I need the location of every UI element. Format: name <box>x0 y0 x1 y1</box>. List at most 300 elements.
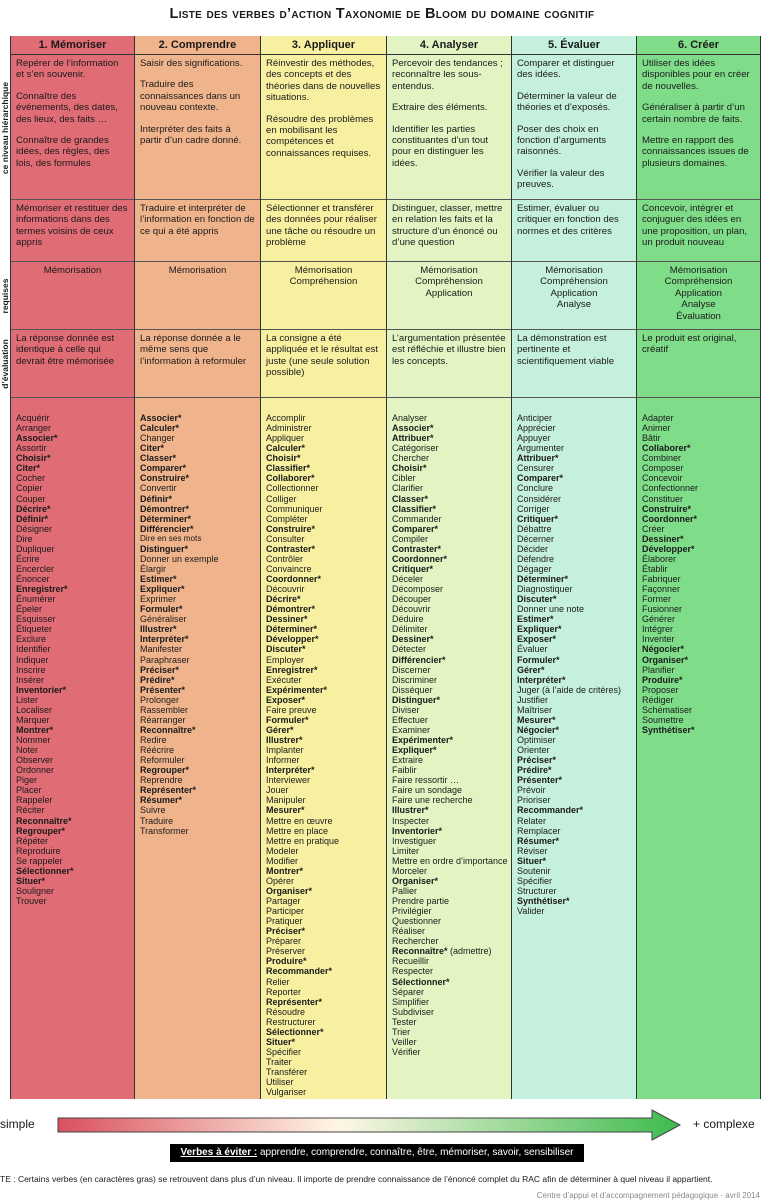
verb-item: Démontrer* <box>140 503 190 514</box>
description-paragraph: Percevoir des tendances ; reconnaître les sous-entendus. <box>392 58 503 92</box>
verb-item: Distinguer* <box>392 694 441 705</box>
verb-item: Formuler* <box>266 714 309 725</box>
verb-item: Souligner <box>16 885 55 896</box>
verb-item: Prédire* <box>517 765 552 776</box>
verb-item: Argumenter <box>517 443 565 454</box>
column-header: 2. Comprendre <box>135 36 260 55</box>
verb-item: Donner un exemple <box>140 553 219 564</box>
criteria-text: L’argumentation présentée est réfléchie et illustre bien les concepts. <box>392 333 506 367</box>
prerequisite-item: Compréhension <box>664 276 733 288</box>
verb-item: Former <box>642 594 671 605</box>
verb-item: Se rappeler <box>16 855 63 866</box>
verb-item: Disséquer <box>392 684 433 695</box>
verb-item: Identifier <box>16 644 51 655</box>
verb-item: Vérifier <box>392 1046 421 1057</box>
bloom-column <box>386 36 511 1099</box>
verb-item: Situer* <box>266 1036 296 1047</box>
verb-item: Implanter <box>266 745 304 756</box>
description-paragraph: Réinvestir des méthodes, des concepts et des théories dans de nouvelles situations. <box>266 58 381 104</box>
verb-item: Discerner <box>392 664 431 675</box>
verb-item: Partager <box>266 896 301 906</box>
verb-list <box>135 413 260 836</box>
verb-item: Découvrir <box>266 584 305 595</box>
description-paragraph: Repérer de l’information et s’en souvenir. <box>16 58 119 81</box>
verb-item: Trouver <box>16 896 47 906</box>
criteria-text: La consigne a été appliquée et le résultat est juste (une seule solution possible) <box>266 333 379 379</box>
description-paragraph: Traduire des connaissances dans un nouveau contexte. <box>140 79 241 114</box>
verb-item: Expérimenter* <box>266 684 328 695</box>
verb-item: Illustrer* <box>140 624 177 635</box>
verb-item: Analyser <box>392 413 428 423</box>
verb-item: Clarifier <box>392 483 424 494</box>
verb-item: Épeler <box>16 604 43 615</box>
verb-item: Jouer <box>266 785 289 796</box>
verb-item: Coordonner* <box>266 574 321 584</box>
verb-item: Dessiner* <box>642 533 684 544</box>
verb-item: Organiser* <box>266 885 313 896</box>
verb-item: Manifester <box>140 644 183 655</box>
verb-item: Comparer* <box>392 523 439 534</box>
scale-label-complex: + complexe <box>693 1117 755 1131</box>
verb-item: Synthétiser* <box>517 896 570 906</box>
description-paragraph: Extraire des éléments. <box>392 102 488 114</box>
arrow-shape <box>58 1110 680 1140</box>
verb-item: Noter <box>16 745 39 756</box>
description-paragraph: Saisir des significations. <box>140 58 243 69</box>
verb-item: Effectuer <box>392 714 428 725</box>
verb-item: Collaborer* <box>642 443 691 454</box>
row-label-criteria <box>0 330 10 398</box>
verb-item: Façonner <box>642 584 681 595</box>
verb-item: Diagnostiquer <box>517 584 573 595</box>
description-paragraph: Utiliser des idées disponibles pour en créer de nouvelles. <box>642 58 750 92</box>
verb-item: Lister <box>16 694 39 705</box>
verb-item: Trier <box>392 1026 411 1037</box>
verb-item: Extraire <box>392 755 424 766</box>
verb-item: Dessiner* <box>392 634 434 645</box>
verb-item: Privilégier <box>392 906 432 917</box>
verb-item: Dégager <box>517 563 552 574</box>
verb-item: Pallier <box>392 885 418 896</box>
verb-item: Redire <box>140 735 167 745</box>
verb-item: Déterminer* <box>517 574 569 584</box>
verb-item: Résoudre <box>266 1006 306 1017</box>
column-header: 1. Mémoriser <box>11 36 134 55</box>
verb-item: Spécifier <box>517 875 553 886</box>
verb-item: Dupliquer <box>16 543 55 554</box>
verb-item: Mettre en œuvre <box>266 815 333 826</box>
verb-item: Composer <box>642 463 684 474</box>
verb-item: Contraster* <box>392 543 442 554</box>
prerequisites-cell <box>512 262 636 330</box>
verb-item: Reconnaître* <box>140 724 196 735</box>
definition-text: Estimer, évaluer ou critiquer en fonction des normes et des critères <box>517 203 619 237</box>
verb-item: Encercler <box>16 563 55 574</box>
verb-item: Relier <box>266 976 290 987</box>
description-paragraph: Connaître de grandes idées, des règles, des lois, des formules <box>16 135 110 169</box>
description-paragraph: Vérifier la valeur des preuves. <box>517 167 605 191</box>
verb-item: Traduire <box>140 815 174 826</box>
description-paragraph: Poser des choix en fonction d’arguments raisonnés. <box>517 123 607 158</box>
verb-item: Mettre en ordre d’importance <box>392 855 508 866</box>
prerequisites-cell <box>11 262 134 330</box>
verb-item: Appuyer <box>517 433 551 444</box>
definition-cell <box>135 200 260 262</box>
criteria-text: La démonstration est pertinente et scientifiquement viable <box>517 333 615 367</box>
verb-item: Interpréter* <box>266 765 315 776</box>
verb-item: Sélectionner* <box>16 865 74 876</box>
verb-item: Copier <box>16 483 43 494</box>
verb-item: Élargir <box>140 563 167 574</box>
prerequisite-item: Mémorisation <box>545 265 603 276</box>
description-paragraph: Mettre en rapport des connaissances issues de plusieurs domaines. <box>642 135 749 169</box>
verb-item: Déterminer* <box>140 513 192 524</box>
prerequisite-item: Application <box>550 287 598 299</box>
verb-item: Acquérir <box>16 413 50 423</box>
criteria-text: La réponse donnée a le même sens que l’information à reformuler <box>140 333 247 367</box>
verb-item: Piger <box>16 775 38 786</box>
verb-item: Réécrire <box>140 745 175 756</box>
row-label-text: requises <box>0 278 10 314</box>
verb-item: Faire preuve <box>266 704 317 715</box>
verb-item: Adapter <box>642 413 674 423</box>
verb-item: Insérer <box>16 674 45 685</box>
verb-item: Optimiser <box>517 735 556 745</box>
verb-item: Citer* <box>16 463 41 474</box>
verbs-to-avoid-label: Verbes à éviter : <box>180 1147 258 1158</box>
prerequisite-item: Mémorisation <box>669 265 728 276</box>
verb-item: Illustrer* <box>266 735 303 745</box>
verb-item: Déceler <box>392 574 424 584</box>
verb-item: Détecter <box>392 644 427 655</box>
description-cell <box>11 55 134 200</box>
verb-list <box>261 413 386 1097</box>
verb-item: Interpréter* <box>517 674 566 685</box>
definition-cell <box>11 200 134 262</box>
prerequisite-item: Mémorisation <box>294 265 353 276</box>
verb-item: Justifier <box>517 694 549 705</box>
description-cell <box>512 55 636 200</box>
verb-item: Décider <box>517 543 549 554</box>
verb-item: Présenter* <box>140 684 186 695</box>
verb-item: Limiter <box>392 845 420 856</box>
row-label-description <box>0 55 10 200</box>
description-paragraph: Identifier les parties constituantes d’un tout pour en distinguer les idées. <box>392 123 489 169</box>
verb-item: Vulgariser <box>266 1087 307 1098</box>
verb-item: Expliquer* <box>140 584 185 595</box>
verb-item: Construire* <box>140 473 190 484</box>
verb-item: Maîtriser <box>517 704 553 715</box>
verb-item: Convertir <box>140 483 177 494</box>
verb-item: Inspecter <box>392 815 430 826</box>
verb-item: Esquisser <box>16 614 56 625</box>
verb-item: Déterminer* <box>266 624 318 635</box>
verb-item: Appliquer <box>266 433 305 444</box>
verb-item: Catégoriser <box>392 443 439 454</box>
verb-item: Décrire* <box>266 594 301 605</box>
verb-item: Mettre en pratique <box>266 835 340 846</box>
verb-item: Interviewer <box>266 775 311 786</box>
verb-item: Faire une recherche <box>392 795 473 806</box>
verb-item: Questionner <box>392 916 442 927</box>
verb-item: Résumer* <box>140 795 183 806</box>
description-cell <box>261 55 386 200</box>
verb-item: Utiliser <box>266 1077 294 1088</box>
verb-item: Formuler* <box>517 654 560 665</box>
verb-item: Examiner <box>392 724 431 735</box>
verb-item: Exclure <box>16 634 47 645</box>
verb-item: Orienter <box>517 745 550 756</box>
verb-item: Calculer* <box>140 423 180 434</box>
verb-item: Apprécier <box>517 423 556 434</box>
verb-item: Critiquer* <box>517 513 559 524</box>
verb-item: Schématiser <box>642 704 693 715</box>
verb-item: Expliquer* <box>517 624 562 635</box>
verb-item: Gérer* <box>266 724 294 735</box>
verb-item: Défendre <box>517 553 555 564</box>
verb-item: Transférer <box>266 1067 308 1078</box>
verb-item: Administrer <box>266 423 312 434</box>
verb-item: Assortir <box>16 443 47 454</box>
verb-item: Réaliser <box>392 926 426 937</box>
verb-item: Soutenir <box>517 865 551 876</box>
verb-item: Préciser* <box>517 755 557 766</box>
verb-item: Développer* <box>266 634 319 645</box>
verb-item: Communiquer <box>266 503 323 514</box>
verb-item: Comparer* <box>140 463 187 474</box>
verb-item: Exécuter <box>266 674 302 685</box>
verb-item: Cibler <box>392 473 416 484</box>
verb-item: Attribuer* <box>392 433 434 444</box>
row-label-definition <box>0 200 10 262</box>
verb-item: Enregistrer* <box>16 584 68 595</box>
verb-item: Modifier <box>266 855 299 866</box>
verb-item: Coordonner* <box>392 553 447 564</box>
prerequisite-item: Analyse <box>556 299 592 311</box>
verb-item: Définir* <box>140 493 173 504</box>
verb-item: Faire ressortir … <box>392 775 460 786</box>
verb-item: Critiquer* <box>392 563 434 574</box>
verb-item: Considérer <box>517 493 562 504</box>
verb-item: Étiqueter <box>16 624 53 635</box>
verb-item: Recommander* <box>517 805 584 816</box>
verb-item: Construire* <box>642 503 692 514</box>
verb-item: Collaborer* <box>266 473 315 484</box>
verb-item: Participer <box>266 906 305 917</box>
verb-list <box>512 413 636 916</box>
verb-item: Traiter <box>266 1057 292 1067</box>
verb-list <box>637 413 760 735</box>
verb-item: Faiblir <box>392 765 417 776</box>
verb-item: Concevoir <box>642 473 683 484</box>
verb-item: Conclure <box>517 483 554 494</box>
verb-item: Faire un sondage <box>392 785 463 796</box>
verb-item: Combiner <box>642 453 682 464</box>
verb-item: Diviser <box>392 704 420 715</box>
prerequisites-cell <box>387 262 511 330</box>
verb-item: Produire* <box>642 674 683 685</box>
verb-item: Contrôler <box>266 553 304 564</box>
verb-item: Classer* <box>392 493 429 504</box>
verb-item: Expliquer* <box>392 745 437 756</box>
verb-item: Accomplir <box>266 413 306 423</box>
verb-item: Manipuler <box>266 795 306 806</box>
verb-item: Organiser* <box>642 654 689 665</box>
bloom-column <box>636 36 761 1099</box>
prerequisite-item: Application <box>675 287 722 299</box>
verb-item: Illustrer* <box>392 805 429 816</box>
description-paragraph: Interpréter des faits à partir d’un cadre donné. <box>140 123 242 147</box>
verbs-to-avoid-list: apprendre, comprendre, connaître, être, mémoriser, savoir, sensibiliser <box>257 1147 574 1158</box>
definition-cell <box>512 200 636 262</box>
verb-item: Intégrer <box>642 624 674 635</box>
verb-item: Regrouper* <box>16 825 66 836</box>
verb-item: Tester <box>392 1016 417 1027</box>
description-paragraph: Comparer et distinguer des idées. <box>517 58 615 81</box>
verb-item: Écrire <box>16 553 40 564</box>
verb-item: Reprendre <box>140 775 183 786</box>
verb-item: Choisir* <box>266 453 301 464</box>
row-label-prerequisites <box>0 262 10 330</box>
verb-item: Corriger <box>517 503 550 514</box>
verb-item: Donner une note <box>517 604 585 615</box>
prerequisites-cell <box>261 262 386 330</box>
verb-item: Prendre partie <box>392 896 450 906</box>
definition-text: Concevoir, intégrer et conjuguer des idées en une proposition, un plan, un produit nouveau <box>642 203 748 249</box>
verb-item: Négocier* <box>517 724 560 735</box>
verb-item: Confectionner <box>642 483 699 494</box>
verb-item: Calculer* <box>266 443 306 454</box>
verb-item: Compiler <box>392 533 429 544</box>
verb-item: Spécifier <box>266 1046 302 1057</box>
verb-item: Valider <box>517 906 545 917</box>
verb-item: Recueillir <box>392 956 430 967</box>
verb-item: Prolonger <box>140 694 180 705</box>
verb-item: Décerner <box>517 533 555 544</box>
description-paragraph: Connaître des événements, des dates, des lieux, des faits … <box>16 90 118 125</box>
verb-item: Nommer <box>16 735 51 745</box>
verb-item: Marquer <box>16 714 50 725</box>
verb-item: Différencier* <box>140 523 194 534</box>
verb-item: Reporter <box>266 986 302 997</box>
verb-item: Localiser <box>16 704 53 715</box>
verb-item: Suivre <box>140 805 166 816</box>
description-cell <box>637 55 760 200</box>
verb-item: Situer* <box>517 855 547 866</box>
verb-item: Délimiter <box>392 624 428 635</box>
description-paragraph: Résoudre des problèmes en mobilisant les compétences et connaissances requises. <box>266 113 374 159</box>
verb-item: Énumérer <box>16 594 56 605</box>
verb-item: Sélectionner* <box>392 976 450 987</box>
verb-item: Choisir* <box>392 463 427 474</box>
verb-item: Morceler <box>392 865 428 876</box>
verb-item: Généraliser <box>140 614 187 625</box>
description-paragraph: Généraliser à partir d’un certain nombre de faits. <box>642 102 745 125</box>
verb-item: Montrer* <box>16 724 54 735</box>
bloom-column <box>511 36 636 1099</box>
prerequisite-item: Compréhension <box>415 276 483 288</box>
verb-item: Associer* <box>392 423 434 434</box>
verb-item: Rechercher <box>392 936 439 947</box>
verb-item: Découper <box>392 594 432 605</box>
verb-item: Remplacer <box>517 825 561 836</box>
verb-item: Structurer <box>517 885 557 896</box>
row-label-text: ce niveau hiérarchique <box>0 81 10 174</box>
verb-item: Représenter* <box>266 996 323 1007</box>
verb-item: Produire* <box>266 956 307 967</box>
verb-item: Simplifier <box>392 996 430 1007</box>
verb-item: Prioriser <box>517 795 551 806</box>
bloom-column <box>10 36 134 1099</box>
verb-item: Changer <box>140 433 175 444</box>
bloom-column <box>134 36 260 1099</box>
criteria-cell <box>261 330 386 398</box>
verb-item: Bâtir <box>642 433 661 444</box>
verb-item: Formuler* <box>140 604 183 615</box>
definition-cell <box>261 200 386 262</box>
verb-item: Résumer* <box>517 835 560 846</box>
verb-item: Ordonner <box>16 765 55 776</box>
description-paragraph: Déterminer la valeur de théories et d’exposés. <box>517 90 617 114</box>
verb-item: Fusionner <box>642 604 683 615</box>
verb-item: Constituer <box>642 493 684 504</box>
verb-item: Situer* <box>16 875 46 886</box>
column-header: 5. Évaluer <box>512 36 636 55</box>
scale-label-simple: simple <box>0 1117 35 1131</box>
verb-item: Gérer* <box>517 664 545 675</box>
verb-item: Contraster* <box>266 543 316 554</box>
verb-item: Répéter <box>16 835 49 846</box>
verb-item: Transformer <box>140 825 189 836</box>
prerequisite-item: Évaluation <box>676 310 721 322</box>
row-label-text: d’évaluation <box>0 339 10 389</box>
verb-item: Associer* <box>140 413 182 423</box>
verb-item: Rassembler <box>140 704 189 715</box>
verb-item: Réciter <box>16 805 45 816</box>
verb-item: Animer <box>642 423 671 434</box>
verb-item: Préciser* <box>140 664 180 675</box>
verb-item: Modeler <box>266 845 299 856</box>
verb-item: Montrer* <box>266 865 304 876</box>
verb-item: Expérimenter* <box>392 735 454 745</box>
verb-item: Attribuer* <box>517 453 559 464</box>
verb-item: Couper <box>16 493 46 504</box>
prerequisite-item: Mémorisation <box>43 265 102 276</box>
verb-item: Relater <box>517 815 547 826</box>
verb-item: Débattre <box>517 523 552 534</box>
verb-item: Associer* <box>16 433 58 444</box>
prerequisite-item: Mémorisation <box>168 265 227 276</box>
prerequisites-cell <box>637 262 760 330</box>
verb-item: Évaluer <box>517 644 548 655</box>
verb-item: Discriminer <box>392 674 437 685</box>
verb-item: Définir* <box>16 513 49 524</box>
verb-item: Investiguer <box>392 835 437 846</box>
verb-item: Anticiper <box>517 413 553 423</box>
verb-item: Placer <box>16 785 42 796</box>
verb-item: Respecter <box>392 966 434 977</box>
verb-item: Décrire* <box>16 503 51 514</box>
verb-item: Regrouper* <box>140 765 190 776</box>
prerequisites-cell <box>135 262 260 330</box>
criteria-text: La réponse donnée est identique à celle qui devrait être mémorisée <box>16 333 115 367</box>
verb-item: Créer <box>642 523 665 534</box>
verb-item: Générer <box>642 614 676 625</box>
bloom-column <box>260 36 386 1099</box>
criteria-cell <box>637 330 760 398</box>
definition-text: Sélectionner et transférer des données pour réaliser une tâche ou résoudre un problème <box>266 203 377 249</box>
verb-item: Juger (à l’aide de critères) <box>517 684 622 695</box>
